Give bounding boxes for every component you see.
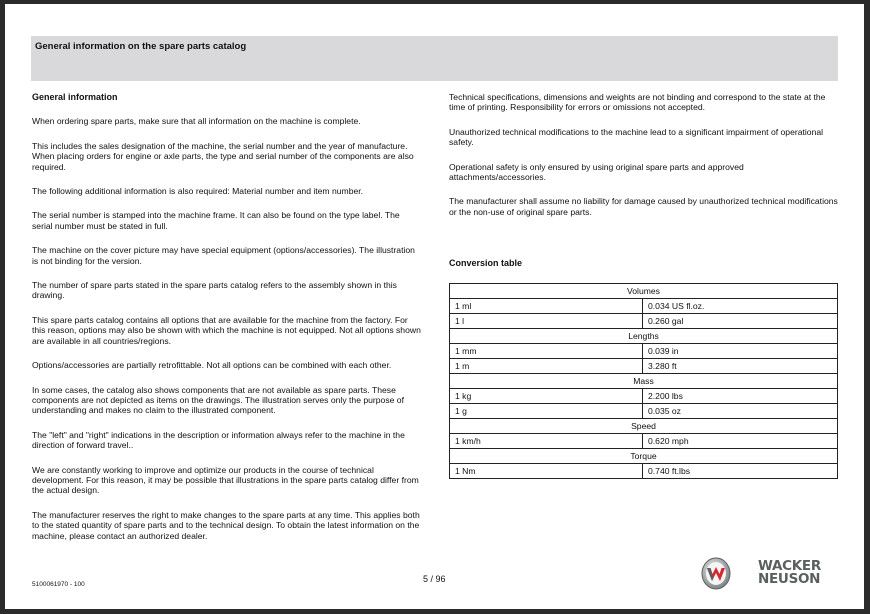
- unit-to: 2.200 lbs: [643, 389, 838, 404]
- unit-from: 1 kg: [450, 389, 643, 404]
- brand-wordmark: [758, 560, 821, 586]
- group-label: Torque: [450, 449, 838, 464]
- unit-from: 1 mm: [450, 344, 643, 359]
- unit-from: 1 km/h: [450, 434, 643, 449]
- table-row: [450, 389, 838, 404]
- paragraph: This spare parts catalog contains all options that are available for the machine from the factory. For this reason, options may also be shown with which the machine is not equipped. Not all options shown are available in all countries/regions.: [32, 314, 421, 346]
- right-column: [449, 92, 841, 231]
- paragraph: The manufacturer shall assume no liability for damage caused by unauthorized technical modifications or the non-use of original spare parts.: [449, 196, 838, 217]
- unit-from: 1 m: [450, 359, 643, 374]
- conversion-table-title: Conversion table: [449, 258, 523, 268]
- unit-to: 0.034 US fl.oz.: [643, 299, 838, 314]
- page-indicator: 5 / 96: [423, 574, 446, 584]
- wacker-neuson-logo-icon: [701, 557, 731, 590]
- table-row: [450, 404, 838, 419]
- group-label: Volumes: [450, 284, 838, 299]
- table-row: [450, 314, 838, 329]
- brand-line-1: WACKER: [758, 558, 821, 574]
- paragraph: In some cases, the catalog also shows components that are not available as spare parts. These components are not depicted as items on the drawings. The illustration serves only the purpose of understanding and makes no claim to the illustrated component.: [32, 384, 404, 416]
- paragraph: We are constantly working to improve and optimize our products in the course of technical development. For this reason, it may be possible that illustrations in the spare parts catalog differ from the actual design.: [32, 464, 419, 496]
- table-group-row: [450, 329, 838, 344]
- brand-line-2: NEUSON: [758, 571, 821, 587]
- group-label: Mass: [450, 374, 838, 389]
- table-group-row: [450, 284, 838, 299]
- conversion-table: [449, 283, 838, 479]
- paragraph: This includes the sales designation of the machine, the serial number and the year of manufacture. When placing orders for engine or axle parts, the type and serial number of the components are also required.: [32, 140, 414, 172]
- unit-from: 1 g: [450, 404, 643, 419]
- paragraph: The number of spare parts stated in the spare parts catalog refers to the assembly shown in this drawing.: [32, 280, 397, 301]
- unit-to: 0.039 in: [643, 344, 838, 359]
- table-row: [450, 299, 838, 314]
- table-row: [450, 344, 838, 359]
- table-row: [450, 434, 838, 449]
- paragraph: The manufacturer reserves the right to make changes to the spare parts at any time. This applies both to the stated quantity of spare parts and to the technical design. To obtain the latest information on the machine, please contact an authorized dealer.: [32, 509, 420, 541]
- unit-to: 3.280 ft: [643, 359, 838, 374]
- table-row: [450, 464, 838, 479]
- paragraph: The machine on the cover picture may have special equipment (options/accessories). The illustration is not binding for the version.: [32, 245, 415, 266]
- paragraph: The "left" and "right" indications in the description or information always refer to the machine in the direction of forward travel..: [32, 429, 405, 451]
- table-group-row: [450, 419, 838, 434]
- unit-to: 0.620 mph: [643, 434, 838, 449]
- unit-to: 0.035 oz: [643, 404, 838, 419]
- group-label: Speed: [450, 419, 838, 434]
- table-row: [450, 359, 838, 374]
- document-code: 5100061970 - 100: [32, 581, 85, 588]
- paragraph: Operational safety is only ensured by using original spare parts and approved attachments/accessories.: [449, 161, 744, 183]
- paragraph: The serial number is stamped into the machine frame. It can also be found on the type label. The serial number must be stated in full.: [32, 210, 400, 231]
- document-page: [5, 4, 864, 609]
- unit-to: 0.740 ft.lbs: [643, 464, 838, 479]
- section-heading: General information: [32, 92, 118, 102]
- paragraph: Options/accessories are partially retrofittable. Not all options can be combined with each other.: [32, 360, 392, 371]
- unit-from: 1 l: [450, 314, 643, 329]
- left-column: [32, 92, 422, 555]
- group-label: Lengths: [450, 329, 838, 344]
- page-title: General information on the spare parts catalog: [35, 41, 247, 52]
- unit-from: 1 Nm: [450, 464, 643, 479]
- table-group-row: [450, 374, 838, 389]
- unit-from: 1 ml: [450, 299, 643, 314]
- paragraph: Unauthorized technical modifications to the machine lead to a significant impairment of operational safety.: [449, 126, 824, 148]
- section-header-band: [31, 36, 838, 81]
- paragraph: The following additional information is also required: Material number and item number.: [32, 186, 364, 197]
- paragraph: When ordering spare parts, make sure that all information on the machine is complete.: [32, 116, 361, 127]
- paragraph: Technical specifications, dimensions and weights are not binding and correspond to the state at the time of printing. Responsibility for errors or omissions not accepted.: [449, 92, 826, 113]
- table-group-row: [450, 449, 838, 464]
- unit-to: 0.260 gal: [643, 314, 838, 329]
